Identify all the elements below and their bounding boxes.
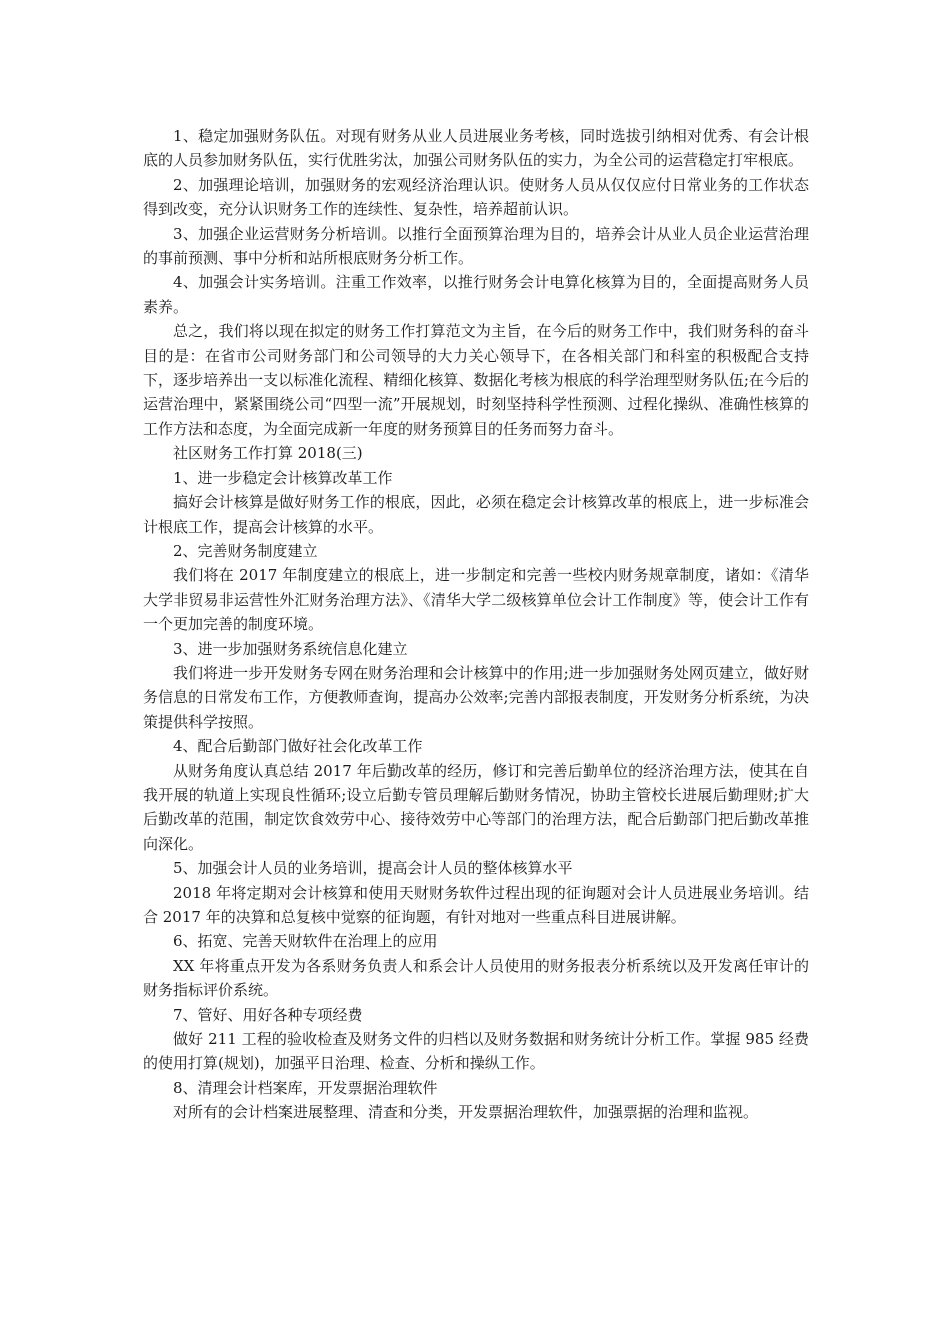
paragraph: 4、加强会计实务培训。注重工作效率，以推行财务会计电算化核算为目的，全面提高财务人员素养。 (143, 273, 809, 316)
paragraph: 我们将在 2017 年制度建立的根底上，进一步制定和完善一些校内财务规章制度，诸如：《清华大学非贸易非运营性外汇财务治理方法》、《清华大学二级核算单位会计工作制度》等，使会计工作有一个更加完善的制度环境。 (143, 566, 809, 634)
item-heading: 6、拓宽、完善天财软件在治理上的应用 (173, 932, 438, 951)
paragraph: XX 年将重点开发为各系财务负责人和系会计人员使用的财务报表分析系统以及开发离任审计的财务指标评价系统。 (143, 956, 809, 1000)
paragraph: 1、稳定加强财务队伍。对现有财务从业人员进展业务考核，同时选拔引纳相对优秀、有会计根底的人员参加财务队伍，实行优胜劣汰，加强公司财务队伍的实力，为全公司的运营稳定打牢根底。 (143, 127, 809, 170)
document-body (143, 124, 809, 1125)
paragraph: 3、加强企业运营财务分析培训。以推行全面预算治理为目的，培养会计从业人员企业运营治理的事前预测、事中分析和站所根底财务分析工作。 (143, 224, 809, 268)
paragraph: 搞好会计核算是做好财务工作的根底，因此，必须在稳定会计核算改革的根底上，进一步标准会计根底工作，提高会计核算的水平。 (143, 493, 809, 536)
item-heading: 3、进一步加强财务系统信息化建立 (173, 639, 408, 658)
paragraph: 总之，我们将以现在拟定的财务工作打算范文为主旨，在今后的财务工作中，我们财务科的奋斗目的是：在省市公司财务部门和公司领导的大力关心领导下，在各相关部门和科室的积极配合支持下，逐步培养出一支以标准化流程、精细化核算、数据化考核为根底的科学治理型财务队伍;在今后的运营治理中，紧紧围绕公司“四型一流”开展规划，时刻坚持科学性预测、过程化操纵、准确性核算的工作方法和态度，为全面完成新一年度的财务预算目的任务而努力奋斗。 (143, 322, 809, 438)
paragraph: 2、加强理论培训，加强财务的宏观经济治理认识。使财务人员从仅仅应付日常业务的工作状态得到改变，充分认识财务工作的连续性、复杂性，培养超前认识。 (143, 175, 809, 219)
item-heading: 5、加强会计人员的业务培训，提高会计人员的整体核算水平 (173, 859, 573, 878)
paragraph: 2018 年将定期对会计核算和使用天财财务软件过程出现的征询题对会计人员进展业务培训。结合 2017 年的决算和总复核中觉察的征询题，有针对地对一些重点科目进展讲解。 (143, 883, 809, 926)
item-heading: 7、管好、用好各种专项经费 (173, 1005, 363, 1024)
paragraph: 做好 211 工程的验收检查及财务文件的归档以及财务数据和财务统计分析工作。掌握 985 经费的使用打算(规划)，加强平日治理、检查、分析和操纵工作。 (143, 1030, 809, 1073)
paragraph: 我们将进一步开发财务专网在财务治理和会计核算中的作用;进一步加强财务处网页建立，做好财务信息的日常发布工作，方便教师查询，提高办公效率;完善内部报表制度，开发财务分析系统，为决策提供科学按照。 (143, 663, 809, 731)
paragraph: 从财务角度认真总结 2017 年后勤改革的经历，修订和完善后勤单位的经济治理方法，使其在自我开展的轨道上实现良性循环;设立后勤专管员理解后勤财务情况，协助主管校长进展后勤理财;扩大后勤改革的范围，制定饮食效劳中心、接待效劳中心等部门的治理方法，配合后勤部门把后勤改革推向深化。 (143, 761, 809, 853)
item-heading: 2、完善财务制度建立 (173, 541, 318, 560)
item-heading: 8、清理会计档案库，开发票据治理软件 (173, 1078, 438, 1097)
item-heading: 4、配合后勤部门做好社会化改革工作 (173, 737, 423, 756)
section-heading: 社区财务工作打算 2018(三) (173, 444, 363, 463)
item-heading: 1、进一步稳定会计核算改革工作 (173, 468, 393, 487)
paragraph: 对所有的会计档案进展整理、清查和分类，开发票据治理软件，加强票据的治理和监视。 (173, 1103, 759, 1122)
